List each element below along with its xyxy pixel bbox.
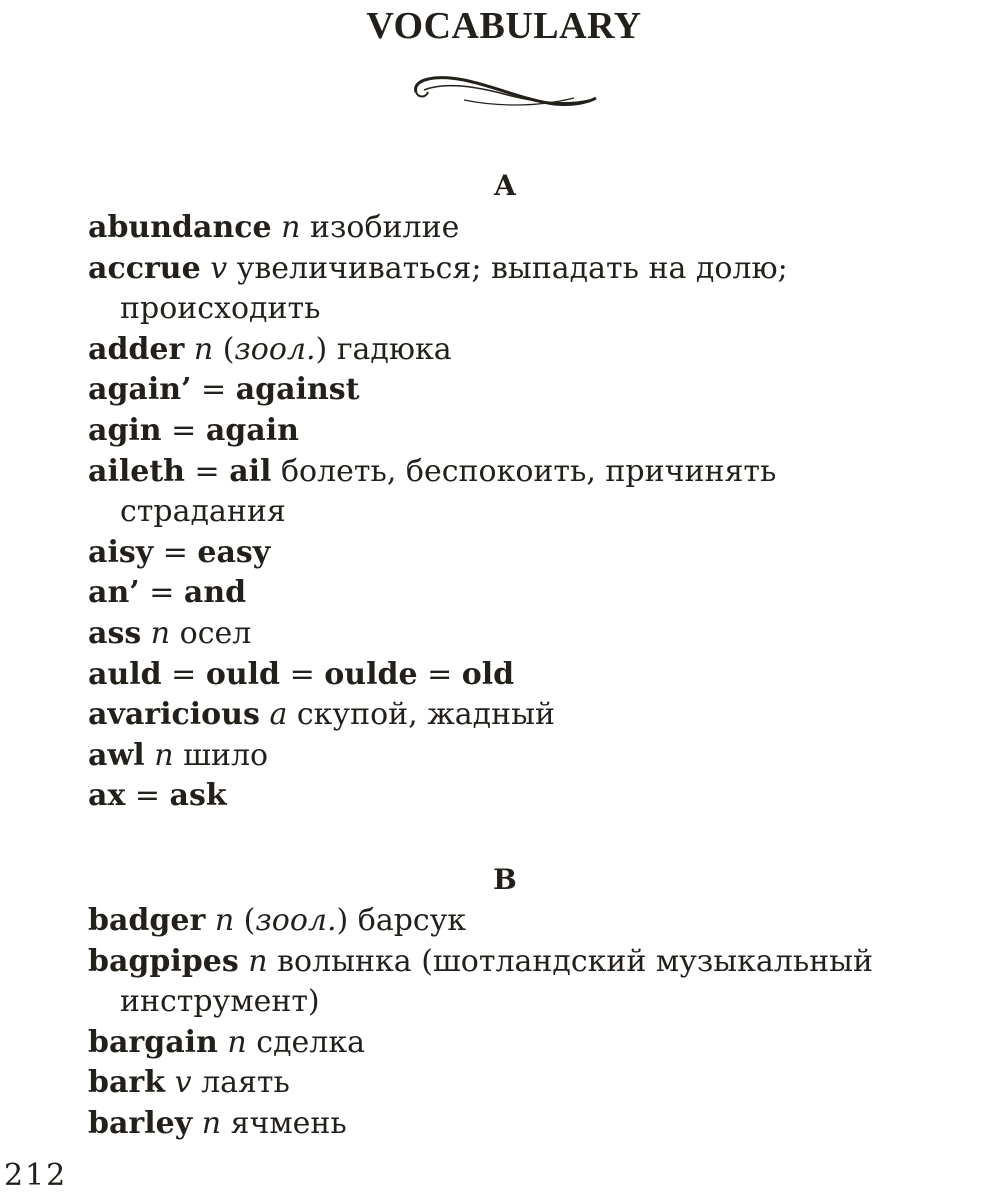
vocabulary-entry <box>88 249 938 330</box>
vocabulary-entry: ax = ask <box>88 778 227 814</box>
entry-part-of-speech: n <box>193 331 214 367</box>
entry-definition: увеличиваться; выпадать на долю; происходить <box>120 250 798 327</box>
entry-part-of-speech: n <box>281 210 301 245</box>
vocabulary-entry <box>88 1104 938 1145</box>
entry-definition: лаять <box>201 1065 290 1101</box>
entry-headword: abundance <box>88 210 272 245</box>
entry-definition: барсук <box>357 903 467 938</box>
entry-part-of-speech: n <box>248 943 268 979</box>
ornamental-flourish <box>404 70 604 114</box>
vocabulary-entry: aisy = easy <box>88 534 271 570</box>
entry-headword: avaricious <box>88 697 260 733</box>
entry-definition: болеть, беспокоить, причинять страдания <box>120 453 786 530</box>
entry-definition: волынка (шотландский музыкальный инструмент) <box>120 943 883 1020</box>
entry-headword: barley <box>88 1105 193 1141</box>
entry-usage-note: зоол. <box>255 903 337 938</box>
entry-headword: auld <box>88 656 162 692</box>
vocabulary-entry: again’ = against <box>88 372 360 408</box>
entry-headword: badger <box>88 903 206 938</box>
entry-headword: accrue <box>88 250 201 286</box>
entry-headword: adder <box>88 331 185 367</box>
entry-equivalent: and <box>183 575 247 611</box>
entry-equivalent: against <box>235 372 360 408</box>
entry-definition: изобилие <box>310 210 460 245</box>
entry-definition: шило <box>183 737 269 773</box>
entry-headword: agin <box>88 412 162 448</box>
vocabulary-entry: an’ = and <box>88 575 247 611</box>
entry-list-a <box>88 208 938 817</box>
entry-equivalent: old <box>461 656 515 692</box>
section-letter-a: A <box>494 169 516 202</box>
entry-headword: ass <box>88 615 142 651</box>
entry-headword: an’ <box>88 575 140 611</box>
entry-part-of-speech: n <box>201 1105 222 1141</box>
entry-part-of-speech: n <box>150 615 171 651</box>
entry-part-of-speech: a <box>269 697 288 733</box>
entry-definition: скупой, жадный <box>296 697 556 733</box>
entry-definition: сделка <box>256 1024 365 1060</box>
entry-headword: bargain <box>88 1024 218 1060</box>
entry-part-of-speech: n <box>154 737 174 773</box>
entry-equivalent: ask <box>169 778 227 814</box>
entry-definition: ячмень <box>230 1105 347 1141</box>
vocabulary-entry <box>88 208 938 249</box>
entry-headword: bagpipes <box>88 943 239 979</box>
entry-equivalent: oulde <box>324 656 418 692</box>
entry-equivalent: ould <box>205 656 281 692</box>
vocabulary-entry: agin = again <box>88 412 299 448</box>
entry-definition: осел <box>179 615 252 651</box>
page-number: 212 <box>4 1158 68 1193</box>
entry-list-b <box>88 901 938 1145</box>
vocabulary-entry <box>88 942 938 1023</box>
entry-headword: bark <box>88 1065 166 1101</box>
entry-definition: гадюка <box>336 331 452 367</box>
vocabulary-entry: badger n (зоол.) барсук <box>88 903 467 938</box>
entry-headword: again’ <box>88 372 192 408</box>
vocabulary-entry <box>88 1063 938 1104</box>
vocabulary-entry: auld = ould = oulde = old <box>88 656 515 692</box>
entry-headword: aisy <box>88 534 154 570</box>
vocabulary-entry <box>88 1023 938 1064</box>
entry-usage-note: зоол. <box>234 331 316 367</box>
entry-headword: ax <box>88 778 126 814</box>
entry-part-of-speech: n <box>214 903 235 938</box>
vocabulary-entry: aileth = ail болеть, беспокоить, причинять страдания <box>88 453 786 530</box>
vocabulary-entry <box>88 614 938 655</box>
entry-headword: aileth <box>88 453 185 489</box>
vocabulary-entry: adder n (зоол.) гадюка <box>88 331 452 367</box>
entry-headword: awl <box>88 737 145 773</box>
vocabulary-entry <box>88 736 938 777</box>
section-letter-b: B <box>493 863 517 896</box>
vocabulary-entry <box>88 695 938 736</box>
entry-part-of-speech: v <box>210 250 228 286</box>
entry-part-of-speech: v <box>174 1065 192 1101</box>
entry-equivalent: again <box>205 412 299 448</box>
entry-equivalent: ail <box>229 453 272 489</box>
entry-part-of-speech: n <box>227 1024 247 1060</box>
entry-equivalent: easy <box>197 534 271 570</box>
page-title: VOCABULARY <box>366 5 642 47</box>
